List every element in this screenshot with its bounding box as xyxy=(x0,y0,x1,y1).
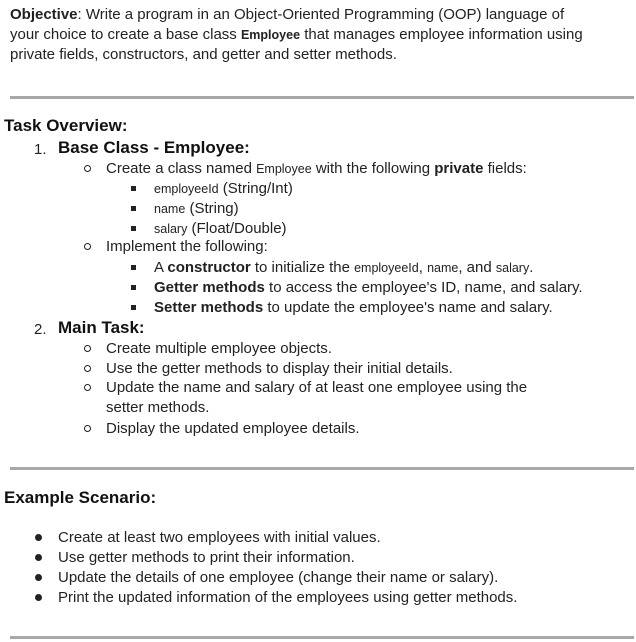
sub-item-create-class: Create a class named Employee with the following private fields: xyxy=(106,160,527,177)
bullet-icon xyxy=(35,534,42,541)
divider xyxy=(10,467,634,470)
main-task-item: Update the name and salary of at least one employee using the xyxy=(106,379,528,396)
circle-bullet-icon xyxy=(84,384,91,391)
square-bullet-icon xyxy=(131,206,136,211)
class-name: Employee xyxy=(240,28,301,42)
objective-label: Objective xyxy=(10,6,78,23)
main-task-item-continued: setter methods. xyxy=(106,399,210,416)
example-item: Create at least two employees with initial values. xyxy=(58,529,381,546)
implement-constructor: A constructor to initialize the employeeId, name, and salary. xyxy=(154,259,534,276)
circle-bullet-icon xyxy=(84,365,91,372)
square-bullet-icon xyxy=(131,186,136,191)
sub-item-implement: Implement the following: xyxy=(106,238,268,255)
objective-line-1: Objective: Write a program in an Object-Oriented Programming (OOP) language of xyxy=(10,6,565,23)
circle-bullet-icon xyxy=(84,345,91,352)
main-task-item: Create multiple employee objects. xyxy=(106,340,332,357)
item-2-title: Main Task: xyxy=(58,318,145,337)
circle-bullet-icon xyxy=(84,425,91,432)
bullet-icon xyxy=(35,554,42,561)
objective-line-3: private fields, constructors, and getter and setter methods. xyxy=(10,46,397,63)
circle-bullet-icon xyxy=(84,243,91,250)
task-overview-heading: Task Overview: xyxy=(4,116,128,135)
implement-setters: Setter methods to update the employee's name and salary. xyxy=(154,299,553,316)
main-task-item: Use the getter methods to display their initial details. xyxy=(106,360,453,377)
example-heading: Example Scenario: xyxy=(4,488,157,507)
circle-bullet-icon xyxy=(84,165,91,172)
example-item: Update the details of one employee (change their name or salary). xyxy=(58,569,499,586)
square-bullet-icon xyxy=(131,305,136,310)
divider xyxy=(10,96,634,99)
example-item: Print the updated information of the employees using getter methods. xyxy=(58,589,518,606)
item-1-number: 1. xyxy=(34,141,47,158)
bullet-icon xyxy=(35,594,42,601)
field-name: name (String) xyxy=(154,200,239,217)
item-1-title: Base Class - Employee: xyxy=(58,138,250,157)
implement-getters: Getter methods to access the employee's ID, name, and salary. xyxy=(154,279,583,296)
square-bullet-icon xyxy=(131,285,136,290)
main-task-item: Display the updated employee details. xyxy=(106,420,360,437)
example-item: Use getter methods to print their information. xyxy=(58,549,355,566)
objective-line-2: your choice to create a base class Employee that manages employee information using xyxy=(10,26,583,43)
square-bullet-icon xyxy=(131,226,136,231)
square-bullet-icon xyxy=(131,265,136,270)
field-salary: salary (Float/Double) xyxy=(154,220,287,237)
field-employeeid: employeeId (String/Int) xyxy=(154,180,293,197)
divider xyxy=(10,636,634,639)
item-2-number: 2. xyxy=(34,321,47,338)
bullet-icon xyxy=(35,574,42,581)
